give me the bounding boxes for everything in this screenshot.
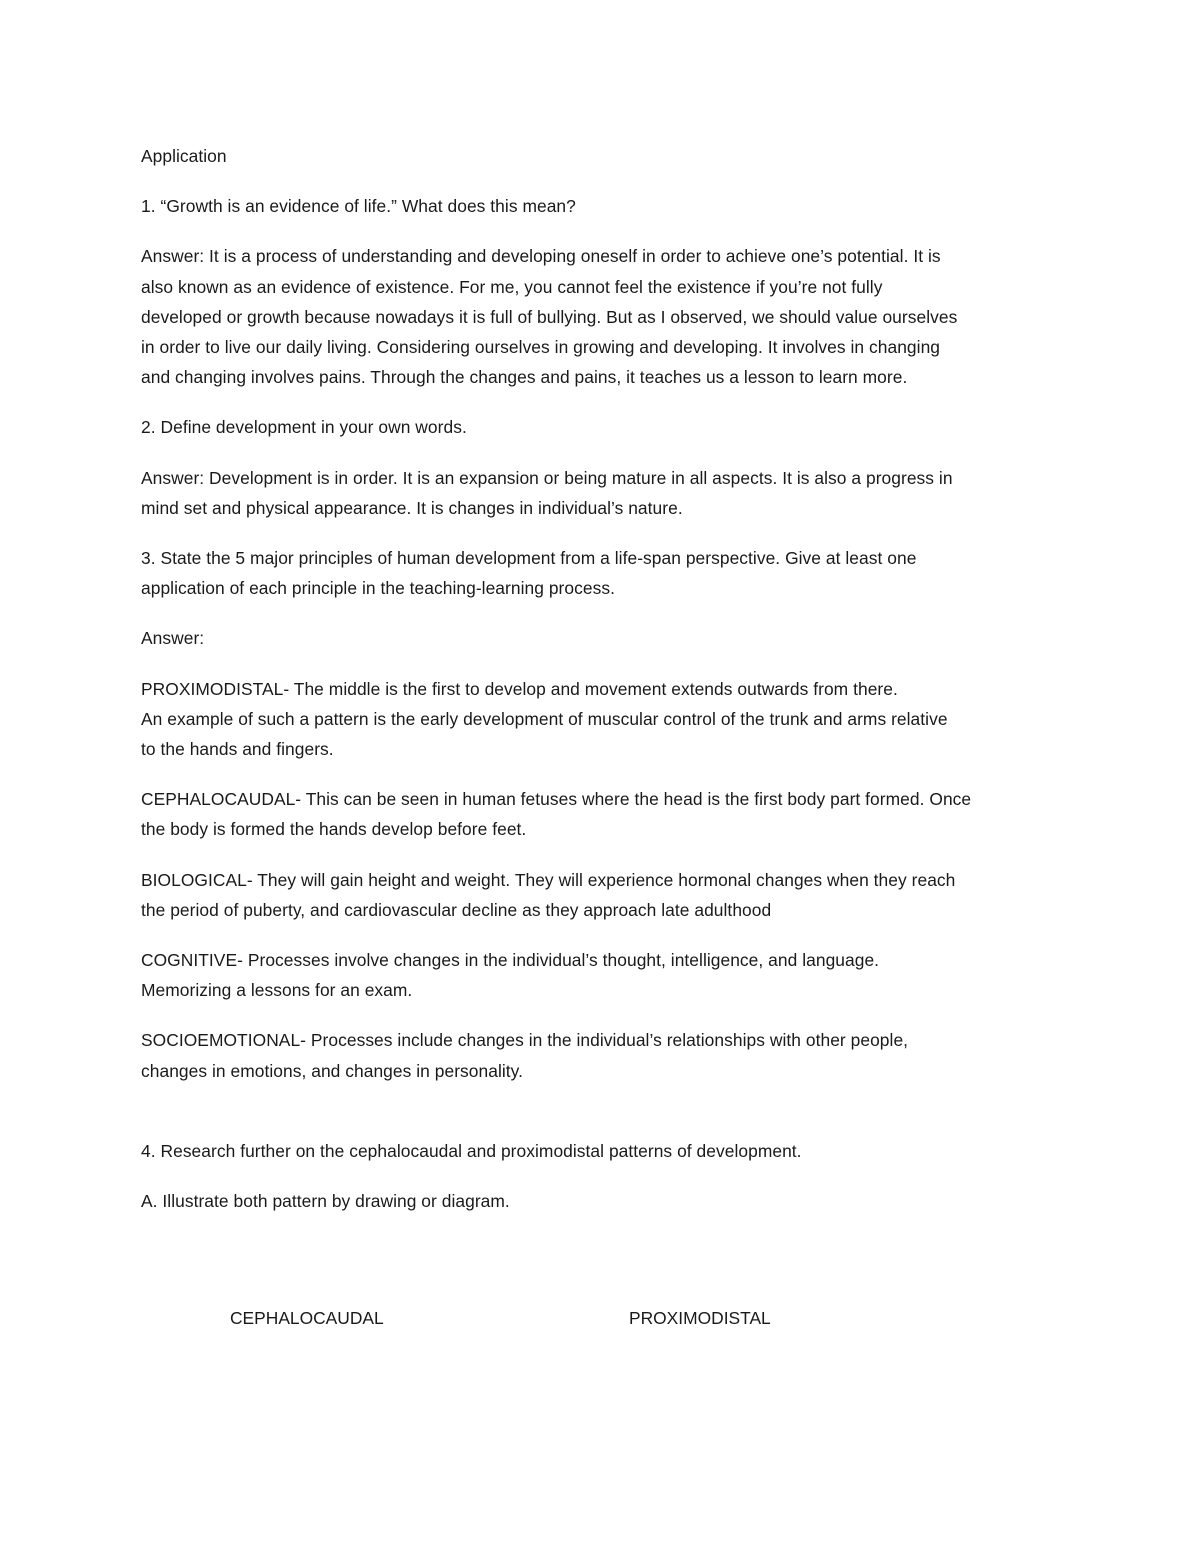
answer-line: and changing involves pains. Through the changes and pains, it teaches us a lesson to learn more. — [141, 367, 908, 388]
heading-text: Application — [141, 146, 227, 166]
principle-line: PROXIMODISTAL- The middle is the first to develop and movement extends outwards from there. — [141, 678, 898, 699]
question-1 — [141, 191, 1071, 221]
question-line: 3. State the 5 major principles of human development from a life-span perspective. Give at least one — [141, 548, 917, 569]
answer-line: also known as an evidence of existence. For me, you cannot feel the existence if you’re not fully — [141, 276, 883, 297]
label-proximodistal: PROXIMODISTAL — [629, 1308, 771, 1328]
document-body — [141, 141, 1071, 1236]
question-4a — [141, 1186, 1071, 1216]
principle-cognitive — [141, 945, 1071, 1005]
question-text: A. Illustrate both pattern by drawing or diagram. — [141, 1191, 510, 1212]
principle-line: to the hands and fingers. — [141, 739, 334, 760]
principle-line: Memorizing a lessons for an exam. — [141, 980, 413, 1001]
principle-line: changes in emotions, and changes in personality. — [141, 1060, 524, 1081]
answer-label: Answer: — [141, 628, 205, 649]
answer-1 — [141, 241, 1071, 392]
principle-socioemotional — [141, 1025, 1071, 1085]
answer-line: Answer: Development is in order. It is an expansion or being mature in all aspects. It is also a progress in — [141, 467, 953, 488]
label-cephalocaudal: CEPHALOCAUDAL — [230, 1308, 384, 1328]
blank-space — [141, 1106, 1071, 1136]
answer-line: mind set and physical appearance. It is changes in individual’s nature. — [141, 497, 683, 518]
answer-3-label — [141, 623, 1071, 653]
question-2 — [141, 412, 1071, 442]
principle-line: An example of such a pattern is the early development of muscular control of the trunk and arms relative — [141, 708, 948, 729]
answer-2 — [141, 463, 1071, 523]
answer-line: Answer: It is a process of understanding and developing oneself in order to achieve one’s potential. It is — [141, 246, 941, 267]
question-4 — [141, 1136, 1071, 1166]
principle-line: the period of puberty, and cardiovascular decline as they approach late adulthood — [141, 899, 772, 920]
principle-line: SOCIOEMOTIONAL- Processes include changes in the individual’s relationships with other people, — [141, 1030, 909, 1051]
principle-line: CEPHALOCAUDAL- This can be seen in human fetuses where the head is the first body part formed. Once — [141, 789, 972, 810]
principle-proximodistal — [141, 674, 1071, 765]
answer-line: developed or growth because nowadays it is full of bullying. But as I observed, we should value ourselves — [141, 306, 958, 327]
question-text: 2. Define development in your own words. — [141, 417, 467, 438]
principle-biological — [141, 865, 1071, 925]
question-text: 4. Research further on the cephalocaudal and proximodistal patterns of development. — [141, 1140, 802, 1161]
question-text: 1. “Growth is an evidence of life.” What does this mean? — [141, 196, 576, 217]
question-line: application of each principle in the teaching-learning process. — [141, 578, 615, 599]
principle-line: BIOLOGICAL- They will gain height and weight. They will experience hormonal changes when they reach — [141, 869, 956, 890]
question-3 — [141, 543, 1071, 603]
principle-line: the body is formed the hands develop before feet. — [141, 819, 527, 840]
principle-cephalocaudal — [141, 784, 1071, 844]
principle-line: COGNITIVE- Processes involve changes in the individual’s thought, intelligence, and language. — [141, 950, 880, 971]
answer-line: in order to live our daily living. Considering ourselves in growing and developing. It involves in changing — [141, 337, 941, 358]
section-heading — [141, 141, 1071, 171]
